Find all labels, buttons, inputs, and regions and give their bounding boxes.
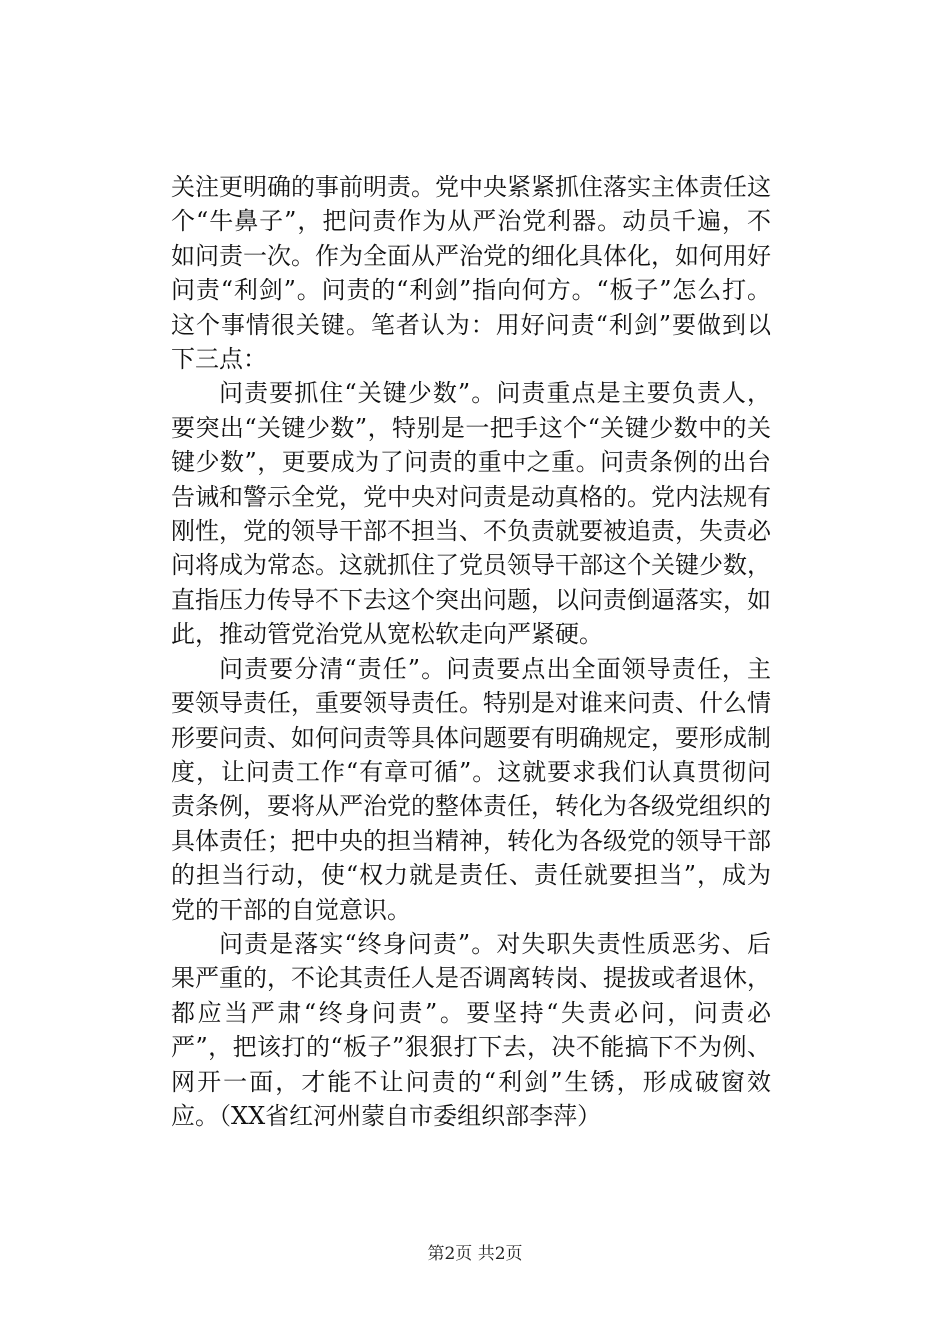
paragraph-lifelong-accountability: 问责是落实“终身问责”。对失职失责性质恶劣、后果严重的，不论其责任人是否调离转岗、提拔或者退休，都应当严肃“终身问责”。要坚持“失责必问，问责必严”，把该打的“板子”狠狠打下去，决不能搞下不为例、网开一面，才能不让问责的“利剑”生锈，形成破窗效应。（XX省红河州蒙自市委组织部李萍） <box>171 929 771 1130</box>
paragraph-responsibility: 问责要分清“责任”。问责要点出全面领导责任，主要领导责任，重要领导责任。特别是对谁来问责、什么情形要问责、如何问责等具体问题要有明确规定，要形成制度，让问责工作“有章可循”。这就要求我们认真贯彻问责条例，要将从严治党的整体责任，转化为各级党组织的具体责任；把中央的担当精神，转化为各级党的领导干部的担当行动，使“权力就是责任、责任就要担当”，成为党的干部的自觉意识。 <box>171 654 771 924</box>
paragraph-intro: 关注更明确的事前明责。党中央紧紧抓住落实主体责任这个“牛鼻子”，把问责作为从严治党利器。动员千遍，不如问责一次。作为全面从严治党的细化具体化，如何用好问责“利剑”。问责的“利剑”指向何方。“板子”怎么打。这个事情很关键。笔者认为：用好问责“利剑”要做到以下三点： <box>171 173 771 374</box>
paragraph-key-minority: 问责要抓住“关键少数”。问责重点是主要负责人，要突出“关键少数”，特别是一把手这个“关键少数中的关键少数”，更要成为了问责的重中之重。问责条例的出台告诫和警示全党，党中央对问责是动真格的。党内法规有刚性，党的领导干部不担当、不负责就要被追责，失责必问将成为常态。这就抓住了党员领导干部这个关键少数，直指压力传导不下去这个突出问题，以问责倒逼落实，如此，推动管党治党从宽松软走向严紧硬。 <box>171 379 771 649</box>
document-body <box>171 170 771 1133</box>
page-number-footer: 第2页 共2页 <box>427 1244 523 1264</box>
